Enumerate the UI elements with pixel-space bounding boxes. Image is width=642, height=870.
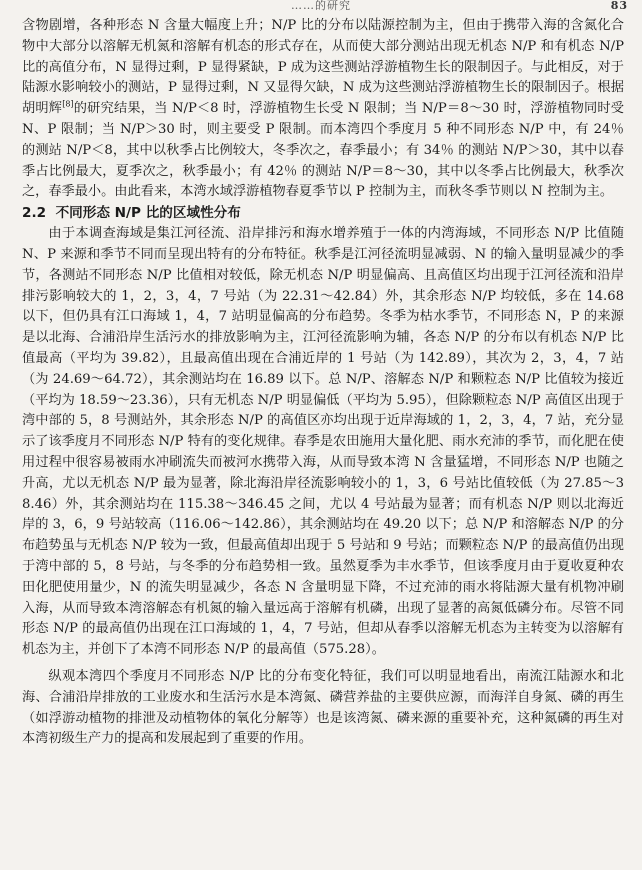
page-number: 83 bbox=[610, 0, 628, 12]
paragraph-1-text-cont: 的研究结果，当 N/P＜8 时，浮游植物生长受 N 限制；当 N/P＝8～30 时，浮游植物同时受 N、P 限制；当 N/P＞30 时，则主要受 P 限制。而本湾四个季度月 5 种不同形态 N/P 中，有 24％ 的测站 N/P＜8，其中以秋季占比例较大，冬季次之，春季最小；有 34％ 的测站 N/P＞30，其中以春季占比例最大，夏季次之，秋季最小；有 42％ 的测站 N/P＝8～30，其中以冬季占比例最大，秋季次之，春季最小。由此看来，本湾水域浮游植物春夏季节以 P 控制为主，而秋冬季节则以 N 控制为主。 bbox=[22, 101, 624, 200]
paragraph-1-text: 含物剧增，各种形态 N 含量大幅度上升；N/P 比的分布以陆源控制为主，但由于携带入海的含氮化合物中大部分以溶解无机氮和溶解有机态的形式存在，从而使大部分测站出现无机态 N/P 和有机态 N/P 比的高值分布，N 显得过剩，P 显得紧缺，P 成为这些测站浮游植物生长的限制因子。与此相反，对于陆源水影响较小的测站，P 显得过剩，N 又显得欠缺，N 成为这些测站浮游植物生长的限制因子。根据胡明辉 bbox=[22, 18, 624, 117]
citation-ref: [8] bbox=[62, 99, 74, 109]
section-heading bbox=[22, 203, 624, 224]
section-title: 不同形态 N/P 比的区域性分布 bbox=[55, 205, 241, 222]
paragraph-1 bbox=[22, 16, 624, 203]
body-text bbox=[22, 16, 624, 750]
running-header bbox=[0, 0, 642, 12]
section-number: 2.2 bbox=[22, 205, 47, 222]
paragraph-3: 纵观本湾四个季度月不同形态 N/P 比的分布变化特征，我们可以明显地看出，南流江陆源水和北海、合浦沿岸排放的工业废水和生活污水是本湾氮、磷营养盐的主要供应源，而海洋自身氮、磷的再生（如浮游动植物的排泄及动植物体的氧化分解等）也是该湾氮、磷来源的重要补充，这种氮磷的再生对本湾初级生产力的提高和发展起到了重要的作用。 bbox=[22, 668, 624, 747]
paragraph-2: 由于本调查海域是集江河径流、沿岸排污和海水增养殖于一体的内湾海域，不同形态 N/P 比值随 N、P 来源和季节不同而呈现出特有的分布特征。秋季是江河径流明显减弱、N 的输入量明显减少的季节，各测站不同形态 N/P 比值相对较低，除无机态 N/P 明显偏高、且高值区均出现于江河径流和沿岸排污影响较大的 1，2，3，4，7 号站（为 22.31～42.84）外，其余形态 N/P 均较低，多在 14.68 以下，但仍具有江口海域 1，4，7 站明显偏高的分布趋势。冬季为枯水季节，不同形态 N，P 的来源是以北海、合浦沿岸生活污水的排放影响为主，江河径流影响为辅，各态 N/P 的分布以有机态 N/P 比值最高（平均为 39.82），且最高值出现在合浦近岸的 1 号站（为 142.89），其次为 2，3，4，7 站（为 24.69～64.72），其余测站均在 16.89 以下。总 N/P、溶解态 N/P 和颗粒态 N/P 比值较为接近（平均为 18.59～23.36），只有无机态 N/P 明显偏低（平均为 5.95），但除颗粒态 N/P 高值区出现于湾中部的 5，8 号测站外，其余形态 N/P 的高值区亦均出现于近岸海域的 1，2，3，4，7 站，充分显示了该季度月不同形态 N/P 特有的变化规律。春季是农田施用大量化肥、雨水充沛的季节，而化肥在使用过程中很容易被雨水冲刷流失而被河水携带入海，从而导致本湾 N 含量猛增，不同形态 N/P 也随之升高，尤以无机态 N/P 最为显著，除北海沿岸径流影响较小的 1，3，6 号站比值较低（为 27.85～38.46）外，其余测站均在 115.38～346.45 之间，尤以 4 号站最为显著；而有机态 N/P 则以北海近岸的 3，6，9 号站较高（116.06～142.86），其余测站均在 49.20 以下；总 N/P 和溶解态 N/P 的分布趋势虽与无机态 N/P 较为一致，但最高值却出现于 5 号站和 9 号站；而颗粒态 N/P 的最高值仍出现于湾中部的 5，8 号站，与冬季的分布趋势相一致。虽然夏季为丰水季节，但该季度月由于夏收夏种农田化肥使用量少，N 的流失明显减少，各态 N 含量明显下降，不过充沛的雨水将陆源大量有机物冲刷入海，从而导致本湾溶解态有机氮的输入量远高于溶解有机磷，出现了显著的高氮低磷分布。尽管不同形态 N/P 的最高值仍出现在江口海域的 1，4，7 号站，但却从春季以溶解无机态为主转变为以溶解有机态为主，并创下了本湾不同形态 N/P 的最高值（575.28）。 bbox=[22, 226, 624, 658]
running-title: ……的研究 bbox=[291, 0, 351, 12]
